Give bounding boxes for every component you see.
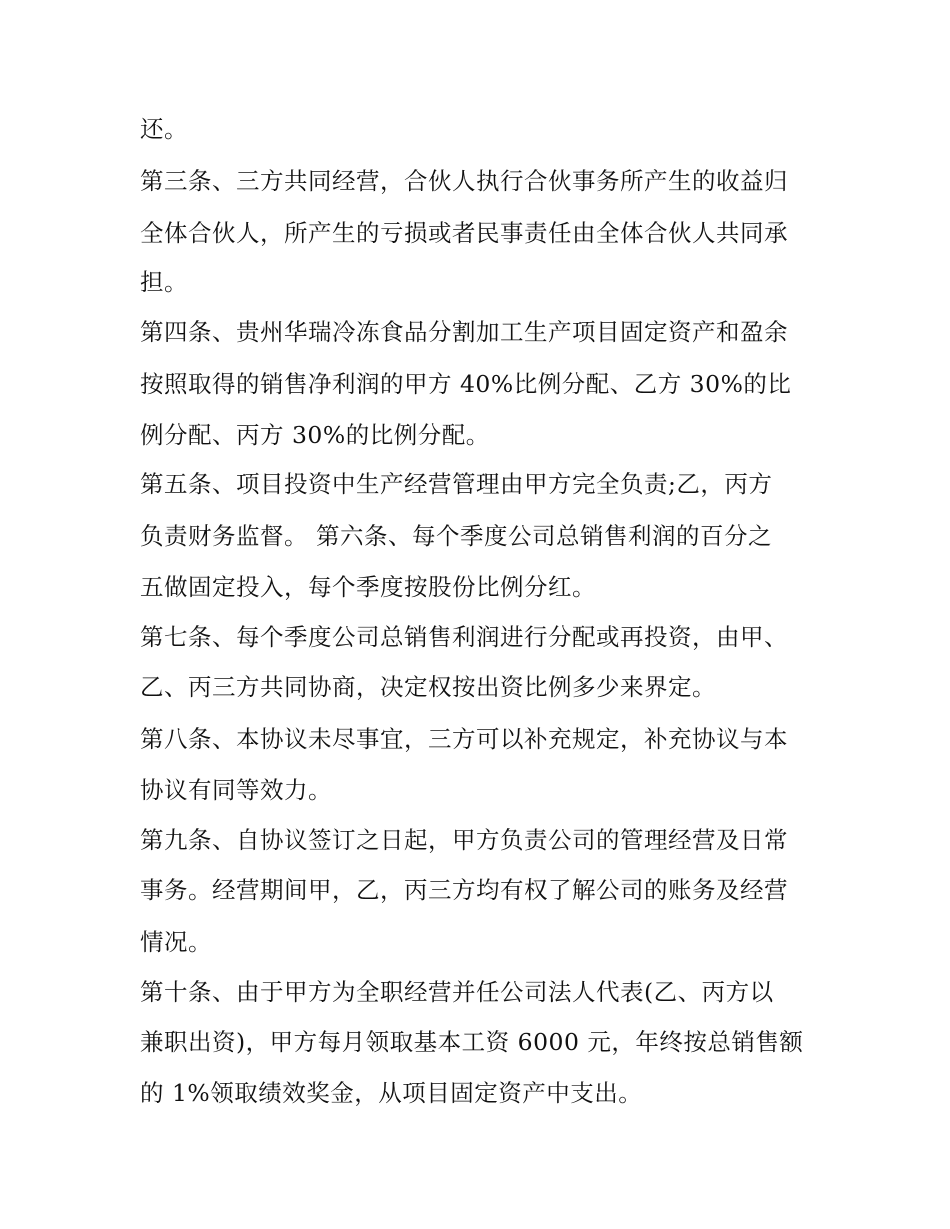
text-line: 全体合伙人，所产生的亏损或者民事责任由全体合伙人共同承 xyxy=(140,219,788,247)
text-line: 第七条、每个季度公司总销售利润进行分配或再投资，由甲、 xyxy=(140,623,788,651)
text-line: 兼职出资)，甲方每月领取基本工资 6000 元，年终按总销售额 xyxy=(140,1028,804,1056)
text-line: 负责财务监督。 第六条、每个季度公司总销售利润的百分之 xyxy=(140,522,772,550)
text-line: 五做固定投入，每个季度按股份比例分红。 xyxy=(140,573,596,601)
text-line: 还。 xyxy=(140,115,188,143)
text-line: 第四条、贵州华瑞冷冻食品分割加工生产项目固定资产和盈余 xyxy=(140,318,788,346)
text-line: 第八条、本协议未尽事宜，三方可以补充规定，补充协议与本 xyxy=(140,725,788,753)
text-line: 第三条、三方共同经营，合伙人执行合伙事务所产生的收益归 xyxy=(140,167,788,195)
text-line: 担。 xyxy=(140,268,188,296)
text-line: 第十条、由于甲方为全职经营并任公司法人代表(乙、丙方以 xyxy=(140,978,774,1006)
text-line: 事务。经营期间甲，乙，丙三方均有权了解公司的账务及经营 xyxy=(140,876,788,904)
text-line: 按照取得的销售净利润的甲方 40%比例分配、乙方 30%的比 xyxy=(140,370,792,398)
text-line: 乙、丙三方共同协商，决定权按出资比例多少来界定。 xyxy=(140,673,716,701)
text-line: 的 1%领取绩效奖金，从项目固定资产中支出。 xyxy=(140,1079,643,1107)
text-line: 第五条、项目投资中生产经营管理由甲方完全负责;乙，丙方 xyxy=(140,470,773,498)
text-line: 协议有同等效力。 xyxy=(140,776,332,804)
text-line: 例分配、丙方 30%的比例分配。 xyxy=(140,421,490,449)
text-line: 第九条、自协议签订之日起，甲方负责公司的管理经营及日常 xyxy=(140,826,788,854)
text-line: 情况。 xyxy=(140,928,212,956)
